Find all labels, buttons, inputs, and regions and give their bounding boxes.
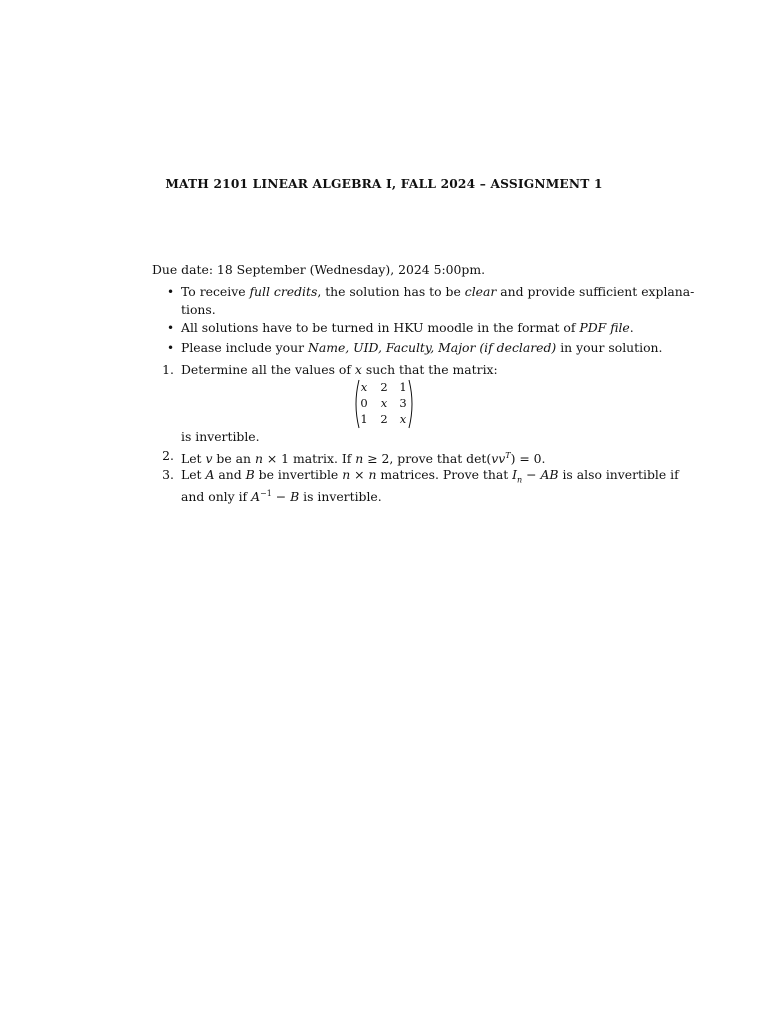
bullet-icon: •	[167, 285, 175, 299]
matrix-cell: 2	[380, 412, 388, 426]
matrix-cell: x	[399, 412, 407, 426]
matrix	[352, 379, 416, 429]
problem-number: 2.	[162, 448, 174, 463]
matrix-cell: 0	[360, 396, 368, 410]
page-title: MATH 2101 LINEAR ALGEBRA I, FALL 2024 – ASSIGNMENT 1	[165, 177, 603, 191]
matrix-cell: x	[380, 396, 388, 410]
bullet-icon: •	[167, 321, 175, 335]
problem-text: is invertible.	[181, 429, 260, 444]
bullet-icon: •	[167, 341, 175, 355]
problem-number: 1.	[162, 362, 174, 377]
due-date: Due date: 18 September (Wednesday), 2024 5:00pm.	[152, 262, 486, 277]
matrix-cell: 3	[399, 396, 407, 410]
matrix-cell: 2	[380, 380, 388, 394]
matrix-cell: 1	[360, 412, 368, 426]
problem-number: 3.	[162, 467, 174, 482]
bullet-continuation: tions.	[181, 302, 216, 317]
matrix-cell: 1	[399, 380, 407, 394]
matrix-cell: x	[360, 380, 368, 394]
